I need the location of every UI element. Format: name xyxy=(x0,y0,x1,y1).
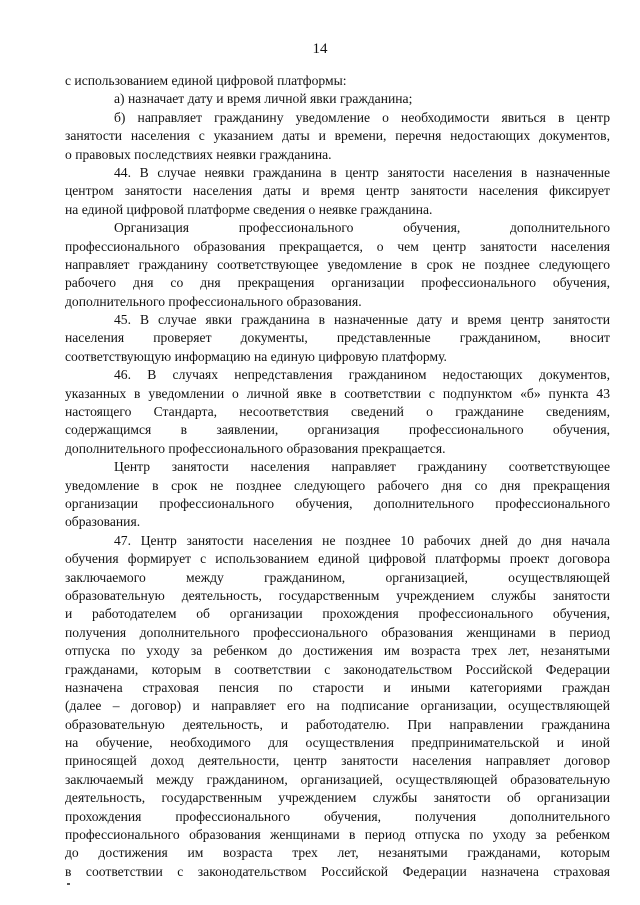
text-line: организации профессионального обучения, дополнительного профессионального xyxy=(65,495,610,511)
text-line: получения дополнительного профессионального образования женщинами в период xyxy=(65,624,610,640)
text-line: с использованием единой цифровой платформы: xyxy=(65,73,347,88)
text-line: профессионального образования женщинами в период отпуска по уходу за ребенком xyxy=(65,827,610,843)
text-line: 46. В случаях непредставления гражданином недостающих документов, xyxy=(114,367,610,383)
text-line: (далее – договор) и направляет его на подписание организации, осуществляющей xyxy=(65,698,610,714)
text-line: образовательную деятельность, и работодателю. При направлении гражданина xyxy=(65,716,610,732)
text-line: на единой цифровой платформе сведения о неявке гражданина. xyxy=(65,201,433,217)
text-line: населения проверяет документы, представленные гражданином, вносит xyxy=(65,330,610,346)
text-line: занятости населения с указанием даты и времени, перечня недостающих документов, xyxy=(65,128,610,144)
text-line: б) направляет гражданину уведомление о необходимости явиться в центр xyxy=(114,109,610,125)
text-line: содержащимся в заявлении, организация профессионального обучения, xyxy=(65,422,610,438)
text-line: обучения формирует с использованием единой цифровой платформы проект договора xyxy=(65,551,610,567)
text-line: отпуска по уходу за ребенком до достижения им возраста трех лет, незанятыми xyxy=(65,643,610,659)
text-line: центром занятости населения даты и время центр занятости населения фиксирует xyxy=(65,183,610,199)
text-line: в соответствии с законодательством Российской Федерации назначена страховая xyxy=(65,863,610,879)
text-line: Организация профессионального обучения, дополнительного xyxy=(114,220,610,236)
text-line: гражданами, которым в соответствии с законодательством Российской Федерации xyxy=(65,661,610,677)
text-line: образования. xyxy=(65,514,141,530)
text-line: заключаемого между гражданином, организацией, осуществляющей xyxy=(65,569,610,585)
text-line: о правовых последствиях неявки гражданина. xyxy=(65,146,332,162)
text-line: и работодателем об организации прохождения профессионального обучения, xyxy=(65,606,610,622)
document-body xyxy=(65,72,610,881)
text-line: дополнительного профессионального образования. xyxy=(65,293,362,309)
text-line: дополнительного профессионального образования прекращается. xyxy=(65,440,446,456)
text-line: а) назначает дату и время личной явки гражданина; xyxy=(114,91,413,107)
text-line: приносящей доход деятельности, центр занятости населения направляет договор xyxy=(65,753,610,769)
text-line: указанных в уведомлении о личной явке в соответствии с подпунктом «б» пункта 43 xyxy=(65,385,610,401)
text-line: направляет гражданину соответствующее уведомление в срок не позднее следующего xyxy=(65,256,610,272)
text-line: рабочего дня со дня прекращения организации профессионального обучения, xyxy=(65,275,610,291)
text-line: 45. В случае явки гражданина в назначенные дату и время центр занятости xyxy=(114,312,610,328)
scan-artifact xyxy=(67,883,70,885)
text-line: заключаемый между гражданином, организацией, осуществляющей образовательную xyxy=(65,771,610,787)
text-line: назначена страховая пенсия по старости и иными категориями граждан xyxy=(65,679,610,695)
text-line: прохождения профессионального обучения, получения дополнительного xyxy=(65,808,610,824)
text-line: на обучение, необходимого для осуществления предпринимательской и иной xyxy=(65,735,610,751)
page-number: 14 xyxy=(312,41,328,57)
text-line: 47. Центр занятости населения не позднее 10 рабочих дней до дня начала xyxy=(114,532,610,548)
text-line: 44. В случае неявки гражданина в центр занятости населения в назначенные xyxy=(114,164,610,180)
text-line: настоящего Стандарта, несоответствия сведений о гражданине сведениям, xyxy=(65,404,610,420)
text-line: уведомление в срок не позднее следующего рабочего дня со дня прекращения xyxy=(65,477,610,493)
text-line: профессионального образования прекращается, о чем центр занятости населения xyxy=(65,238,610,254)
text-line: соответствующую информацию на единую цифровую платформу. xyxy=(65,348,447,364)
text-line: образовательную деятельность, государственным учреждением службы занятости xyxy=(65,587,610,603)
text-line: до достижения им возраста трех лет, незанятыми гражданами, которым xyxy=(65,845,610,861)
text-line: деятельность, государственным учреждением службы занятости об организации xyxy=(65,790,610,806)
text-line: Центр занятости населения направляет гражданину соответствующее xyxy=(114,459,610,475)
